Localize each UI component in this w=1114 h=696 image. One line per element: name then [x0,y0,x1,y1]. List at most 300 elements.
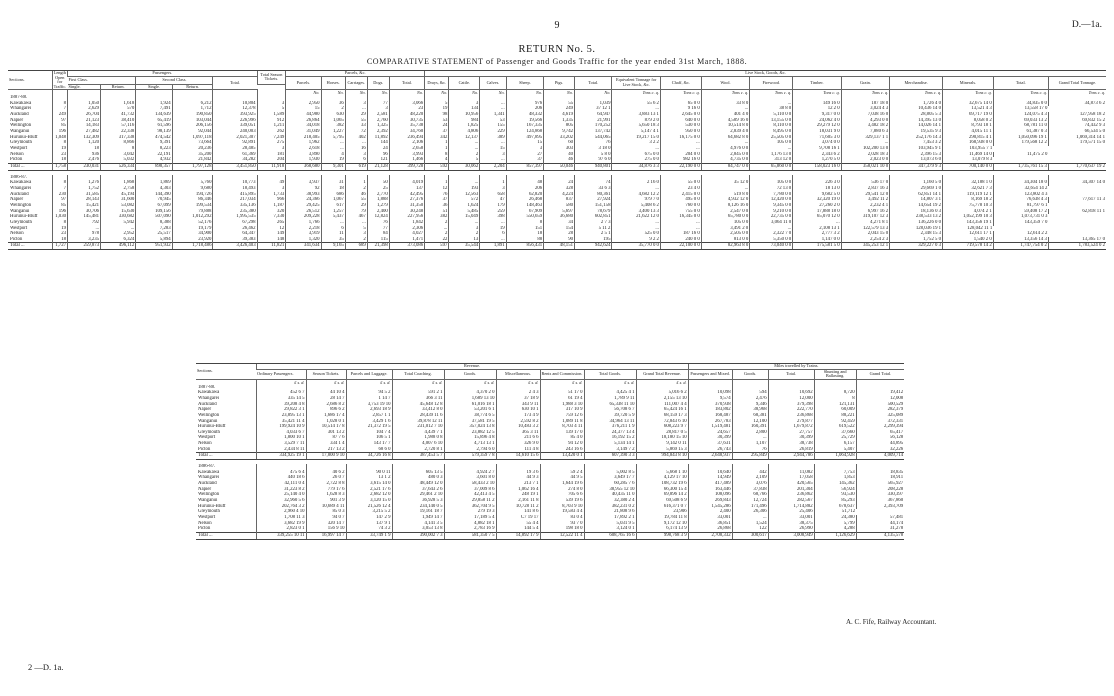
table-cell: 37 [506,157,543,163]
table-cell: 71,605 3 0 [793,135,841,141]
table-cell: 10,956 [449,112,480,118]
table-cell: 19,535 9 3 [890,129,943,135]
revenue-subheader: Parcels and Luggage. [346,369,392,379]
table-cell: 25,505 0 0 [750,135,793,141]
table-cell: 580 [544,203,575,209]
table-cell: 4,932 [136,157,172,163]
table-cell: 10,514 8 0 [701,123,749,129]
table-cell: 66,300 15 4 [636,487,688,493]
table-cell: 8,058 0 2 [943,118,994,124]
table-cell: 10,640 [688,470,732,476]
table-cell: 262 [257,129,286,135]
table-cell: 105 0 0 [701,220,749,226]
table-cell: 1,524 [732,521,768,527]
table-cell: 15,049 [449,214,480,220]
table-cell: 231,012 7 10 [392,424,444,430]
table-cell: 1,341 [480,112,506,118]
section-name: Westport [10,145,28,151]
table-cell: 28 14 7 [306,396,346,402]
table-cell: 36,928 5 3 [392,498,444,504]
table-cell: 69,896 14 2 [636,492,688,498]
table-cell: 1,752 [68,186,101,192]
table-cell: 23 [52,231,67,237]
table-cell: 7,038 16 0 [841,112,889,118]
table-cell: 8,866 [101,140,136,146]
table-cell: 76 [732,447,768,453]
grain-header: Grain. [841,76,889,90]
table-cell: 1,067 [321,197,345,203]
table-cell: 26,306 [732,509,768,515]
table-cell: 1,733 [257,192,286,198]
table-cell: 12,420 0 0 [750,197,793,203]
table-cell: 393,925 [213,112,257,118]
table-cell: 38 8 0 [750,106,793,112]
table-cell: ... [750,226,793,232]
table-cell: 143,359 7 0 [993,220,1048,226]
table-cell: 21,808 9 6 [584,509,636,515]
total-cell: 1,727 [52,243,67,250]
table-cell: 6 [321,226,345,232]
section-name: Westport [10,225,28,231]
table-cell: 3 [480,152,506,158]
table-cell: 21,372 19 5 [346,424,392,430]
table-cell: 49 [257,180,286,186]
table-cell: 976 [506,101,543,107]
table-cell: 6,997 16 2 [841,209,889,215]
cattle-header: Cattle. [449,76,480,90]
unit-cell: Tons c. q. [1048,90,1106,96]
table-cell: 24,657 [688,430,732,436]
table-cell: 8,720 [814,390,856,396]
table-cell: 3,919 [286,231,321,237]
table-cell: 51 [425,209,449,215]
table-cell: 37 12 1 [575,106,612,112]
table-cell: 34,304 18 0 [993,180,1048,186]
total-cell: 334,925 19 1 [256,453,306,460]
year-label: 1886-87. [10,174,28,180]
table-cell: 3,400 13 3 [612,209,660,215]
table-cell: 7,249 [257,135,286,141]
livestock-goods-header: Live Stock, Goods, &c. [425,71,1106,77]
table-cell: 319,107 12 3 [841,214,889,220]
table-cell: 149 [257,231,286,237]
total-cell: 1,783,524 0 2 [1048,243,1106,250]
total-cell: 175,581 5 0 [793,243,841,250]
table-cell: 370,938 [688,402,732,408]
table-cell: 8,388 [136,220,172,226]
table-cell: 2 [321,106,345,112]
table-cell: 31,585 [68,192,101,198]
table-cell: 69,033 13 2 [993,118,1048,124]
table-cell: 1,065 [321,118,345,124]
table-cell: 4 [425,157,449,163]
table-cell: 7,780 0 0 [750,192,793,198]
table-cell: 5,942 [101,220,136,226]
revenue-subheader: Rents and Commission. [540,369,584,379]
table-cell: 3,429 1 6 [346,419,392,425]
table-cell: 196 [52,209,67,215]
table-cell: 329,137 1 1 [841,135,889,141]
table-cell: ... [480,220,506,226]
table-cell: 2,521 17 6 [346,487,392,493]
section-name: Whangarei [198,475,220,481]
table-cell: 48,332 [506,112,543,118]
total-cell: 73,040 0 0 [750,243,793,250]
table-cell: 1,335 [544,118,575,124]
table-cell: 343 9 11 [496,402,540,408]
table-cell: 194,726 [172,192,213,198]
unit-cell: Tons c. q. [943,90,994,96]
total-cell: 14,610 15 6 [496,453,540,460]
table-cell: 103,945 9 1 [890,146,943,152]
total-cell: 12,522 11 4 [540,532,584,539]
table-cell: 1,048 [52,135,67,141]
table-cell: 334 1 4 [306,441,346,447]
total-cell: 1,797,128 [172,163,213,170]
table-cell: 1,107 [732,441,768,447]
table-cell: 3 [257,146,286,152]
section-name: Greymouth [10,140,32,146]
table-cell: 8,703 9 10 [540,504,584,510]
total-cell: 2,648,937 [688,453,732,460]
table-cell: 1,050,096 19 1 [993,135,1048,141]
table-cell: 1,628 8 3 [306,492,346,498]
total-cell: 1,126,629 [814,532,856,539]
table-cell: 198 18 0 [540,526,584,532]
table-cell: 12 [257,226,286,232]
table-cell: 76 [425,192,449,198]
revenue-table-body [196,379,904,539]
section-name: Picton [10,236,23,242]
table-cell: 204 [257,157,286,163]
table-cell: 22 [425,237,449,243]
table-cell: 525 0 0 [612,231,660,237]
table-cell: 39,720 5 9 [584,413,636,419]
table-cell: 440 18 6 [256,475,306,481]
table-cell: 181 [257,152,286,158]
table-cell: 4,033 6 7 [256,430,306,436]
total-cell: 358,021 10 0 [841,163,889,170]
table-cell: 24,380 [814,515,856,521]
table-cell: 18,911 [856,475,904,481]
section-name: Kawakawa [10,100,32,106]
season-tickets-header: Total Season Tickets. [257,71,286,85]
table-cell: 25 [367,186,389,192]
table-cell: 17,058 [768,475,814,481]
table-cell: 8,793 18 1 [943,123,994,129]
total-cell: 35,544 [449,243,480,250]
table-cell: 42,413 4 5 [444,492,496,498]
table-cell: 402 [345,135,367,141]
table-cell: 1,466 [389,157,424,163]
table-cell: 8 [52,140,67,146]
table-cell: 14,949 [688,475,732,481]
table-cell: 28,143 [68,197,101,203]
table-cell: 12,614 2 2 [993,231,1048,237]
table-cell: 12,137 [449,135,480,141]
table-cell: 2,106 [389,140,424,146]
total-cell: 13,420 0 1 [540,453,584,460]
table-cell: 9,391 [136,140,172,146]
table-cell: 72,843 6 10 [636,419,688,425]
table-cell: 8,223 [136,146,172,152]
table-cell: 1,924 [136,101,172,107]
table-cell: 206,156 [172,123,213,129]
table-cell: 442 [732,470,768,476]
table-cell: 1,624 [449,203,480,209]
table-cell: 1,726 4 0 [890,101,943,107]
table-cell: 1,679,872 [768,424,814,430]
table-cell: 18 [506,231,543,237]
table-cell: 26,990 [768,526,814,532]
table-cell: 2,952 [101,231,136,237]
total-cell: 857,397 [506,163,543,170]
table-cell: 705 6 6 [540,492,584,498]
section-name: Napier [10,197,24,203]
table-cell: 115 [367,237,389,243]
table-cell: 2,348 15 3 [890,231,943,237]
table-cell: C7 19 17 [496,515,540,521]
table-cell: 26,868 [688,526,732,532]
table-cell: 2 16 0 [612,180,660,186]
table-cell: 2,857 1 1 [346,413,392,419]
table-cell: 31,350 [389,203,424,209]
total-cell: 4,009,714 [856,453,904,460]
total-cell: 2,708,332 [688,532,732,539]
table-cell: 25,517 [136,231,172,237]
table-cell: 34,282 [213,157,257,163]
table-cell: 124,075 4 3 [993,112,1048,118]
table-cell: 18,180 15 10 [636,435,688,441]
table-cell: 26,743 [688,447,732,453]
total-cell: 339,255 10 11 [256,532,306,539]
table-cell: 3,993 [389,152,424,158]
table-cell: 3,042 [101,152,136,158]
table-cell: 30,735 [389,118,424,124]
total-cell: 368,680 [286,163,321,170]
revenue-subheader: Goods. [444,369,496,379]
table-cell: 238,533 13 2 [890,214,943,220]
table-cell: 3,149 7 2 [584,447,636,453]
table-cell: 1 [425,180,449,186]
table-cell: 792 [68,220,101,226]
table-cell: 2,629 [68,106,101,112]
table-cell: 80,361 [575,192,612,198]
table-cell: 8,126 16 0 [701,203,749,209]
total-cell: 608,765 16 6 [584,532,636,539]
table-cell: 28,485 [213,146,257,152]
table-cell: 229 [480,129,506,135]
revenue-subheader: Season Tickets. [306,369,346,379]
table-cell: 26,512 [286,209,321,215]
table-cell: 4,141 3 5 [392,521,444,527]
table-cell: 92,459 [814,419,856,425]
table-cell: 1,988 3 10 [540,402,584,408]
table-cell: 1,988 0 8 [392,435,444,441]
accountant-signature: A. C. Fife, Railway Accountant. [846,618,937,626]
table-cell: 1,789 9 11 [584,396,636,402]
table-cell: 75,778 10 3 [943,203,994,209]
table-cell: 500,529 [856,402,904,408]
table-cell: 5,650 18 3 [612,123,660,129]
table-cell: 94 0 7 [306,515,346,521]
table-cell: 38,375 [768,521,814,527]
page-header [0,20,1114,34]
table-cell: ... [732,515,768,521]
total-cell: 700,140 0 0 [943,163,994,170]
table-cell: 2,547 0 0 [701,209,749,215]
total-cell: 84,747 0 0 [701,163,749,170]
table-cell: 2,343 6 2 [793,152,841,158]
table-cell: 3,482 18 2 [841,123,889,129]
unit-cell: No. [544,90,575,96]
unit-cell: Tons c. q. [612,90,660,96]
dogs-header: Dogs. [367,76,389,90]
table-cell: 5,147 4 1 [612,129,660,135]
table-cell: 76,638 4 3 [993,197,1048,203]
table-cell: 60 [544,140,575,146]
table-cell: 132,309 [68,135,101,141]
section-name: Auckland [10,191,29,197]
table-cell: 31,049 [286,129,321,135]
table-cell: 1,176 13 0 [750,152,793,158]
unit-cell: £ s. d. [346,379,392,385]
table-cell: 3 [480,186,506,192]
table-cell: 1,888 [367,197,389,203]
table-cell: 16,345 0 0 [660,214,701,220]
table-cell: 330,397 [856,492,904,498]
table-cell: 45,194 [101,192,136,198]
table-cell: 227,956 [389,214,424,220]
table-cell: 65 0 0 [660,101,701,107]
total-label: Total ... [8,163,52,170]
table-cell: 539 19 6 [540,498,584,504]
table-cell: ... [449,220,480,226]
table-cell: 8,495 0 0 [750,129,793,135]
table-cell: 5 [345,226,367,232]
table-cell: 61,387 0 3 [993,129,1048,135]
table-cell: 12,611 17 1 [943,231,994,237]
table-cell: 103,955 7 1 [943,146,994,152]
table-cell: 275 [257,140,286,146]
table-cell: 2,232 4 1 [841,203,889,209]
table-cell: 1,276 [68,180,101,186]
unit-cell: No. [321,90,345,96]
table-cell: 912 [257,118,286,124]
table-cell: ... [750,146,793,152]
total-cell: 607,390 3 3 [584,453,636,460]
table-cell: 9,345 0 0 [750,203,793,209]
table-cell: 1 [425,146,449,152]
table-cell: 33 6 3 [575,186,612,192]
table-cell: 23,882 12 5 [444,430,496,436]
table-cell: 317 10 9 [540,407,584,413]
table-cell: 2 [345,237,367,243]
table-cell: 16,192 15 2 [584,435,636,441]
table-cell: 4,288 [814,526,856,532]
table-cell: 9,682 5 0 [793,192,841,198]
table-cell: 9,708 16 1 [793,146,841,152]
table-cell: 105 0 0 [750,140,793,146]
table-cell: 44 9 5 [540,475,584,481]
year-label: 1887-88. [10,95,28,101]
table-cell: 2,028 18 3 [841,152,889,158]
table-cell: 2,021,307 [213,135,257,141]
table-cell: 32,188 1 0 [943,180,994,186]
table-cell: 28,439 11 6 [392,413,444,419]
return-title: RETURN No. 5. [518,44,596,55]
table-cell: 61,596 [136,123,172,129]
table-cell: 74 3 2 [346,526,392,532]
table-cell: 226 3 0 [793,180,841,186]
table-cell: 9,142 0 11 [636,441,688,447]
table-cell: 1,211 [257,123,286,129]
table-cell: 173 4 9 [496,413,540,419]
table-cell: 27,482 [68,129,101,135]
table-cell: 2,837 16 3 [841,186,889,192]
table-cell: 51,712 [814,509,856,515]
table-cell: 61,016 18 1 [444,402,496,408]
table-cell: 44,174 [856,521,904,527]
table-cell: 2 7 3 [575,220,612,226]
table-cell: 1,270 5 0 [793,157,841,163]
unit-cell: No. [367,90,389,96]
table-cell: ... [660,146,701,152]
table-cell: 15,421 [68,203,101,209]
table-cell: 26,819 [768,447,814,453]
table-cell: 5,002 8 5 [584,470,636,476]
table-cell: 23 [389,106,424,112]
total-cell: 940,801 [575,163,612,170]
table-cell: 27,757 [768,430,814,436]
total-cell: 592 [425,163,449,170]
table-cell: 103,044 [172,118,213,124]
table-cell: 199,924 10 9 [256,424,306,430]
table-cell: 65,780 0 0 [701,214,749,220]
table-cell: 9 2 2 [612,237,660,243]
table-cell: 87 7 6 [306,435,346,441]
table-cell: 4,619 [544,112,575,118]
table-cell: 4,019 [389,180,424,186]
table-cell: 67,298 [213,220,257,226]
total-row [196,453,904,460]
unit-cell: No. [345,90,367,96]
table-cell: 26 0 7 [306,475,346,481]
table-cell: 55 0 0 [660,180,701,186]
second-class-header: Second Class. [136,76,213,84]
miles-header: Miles travelled by Trains. [688,364,904,370]
table-cell: 4,589 16 0 [701,118,749,124]
table-cell: 497,895 [506,135,543,141]
table-cell: 389 [480,135,506,141]
table-cell: 3 [345,231,367,237]
total-cell: 295,849 [732,453,768,460]
table-cell: 29,425 [286,203,321,209]
table-cell: 119,119 12 1 [943,192,994,198]
table-cell: 53,082 [101,203,136,209]
table-cell: 15 [286,106,321,112]
table-cell: 143 17 7 [346,441,392,447]
table-cell: 367,860 [856,498,904,504]
table-cell: 24,062 4 0 [793,118,841,124]
table-cell: 376,211 1 9 [584,424,636,430]
table-cell: 303 [544,146,575,152]
table-cell: 148,463 [506,203,543,209]
total-cell: 1,718,486 [172,243,213,250]
table-cell: 591 2 1 [392,390,444,396]
section-name: Hurunui-Bluff [198,424,226,430]
table-cell: 1,012,292 [172,214,213,220]
